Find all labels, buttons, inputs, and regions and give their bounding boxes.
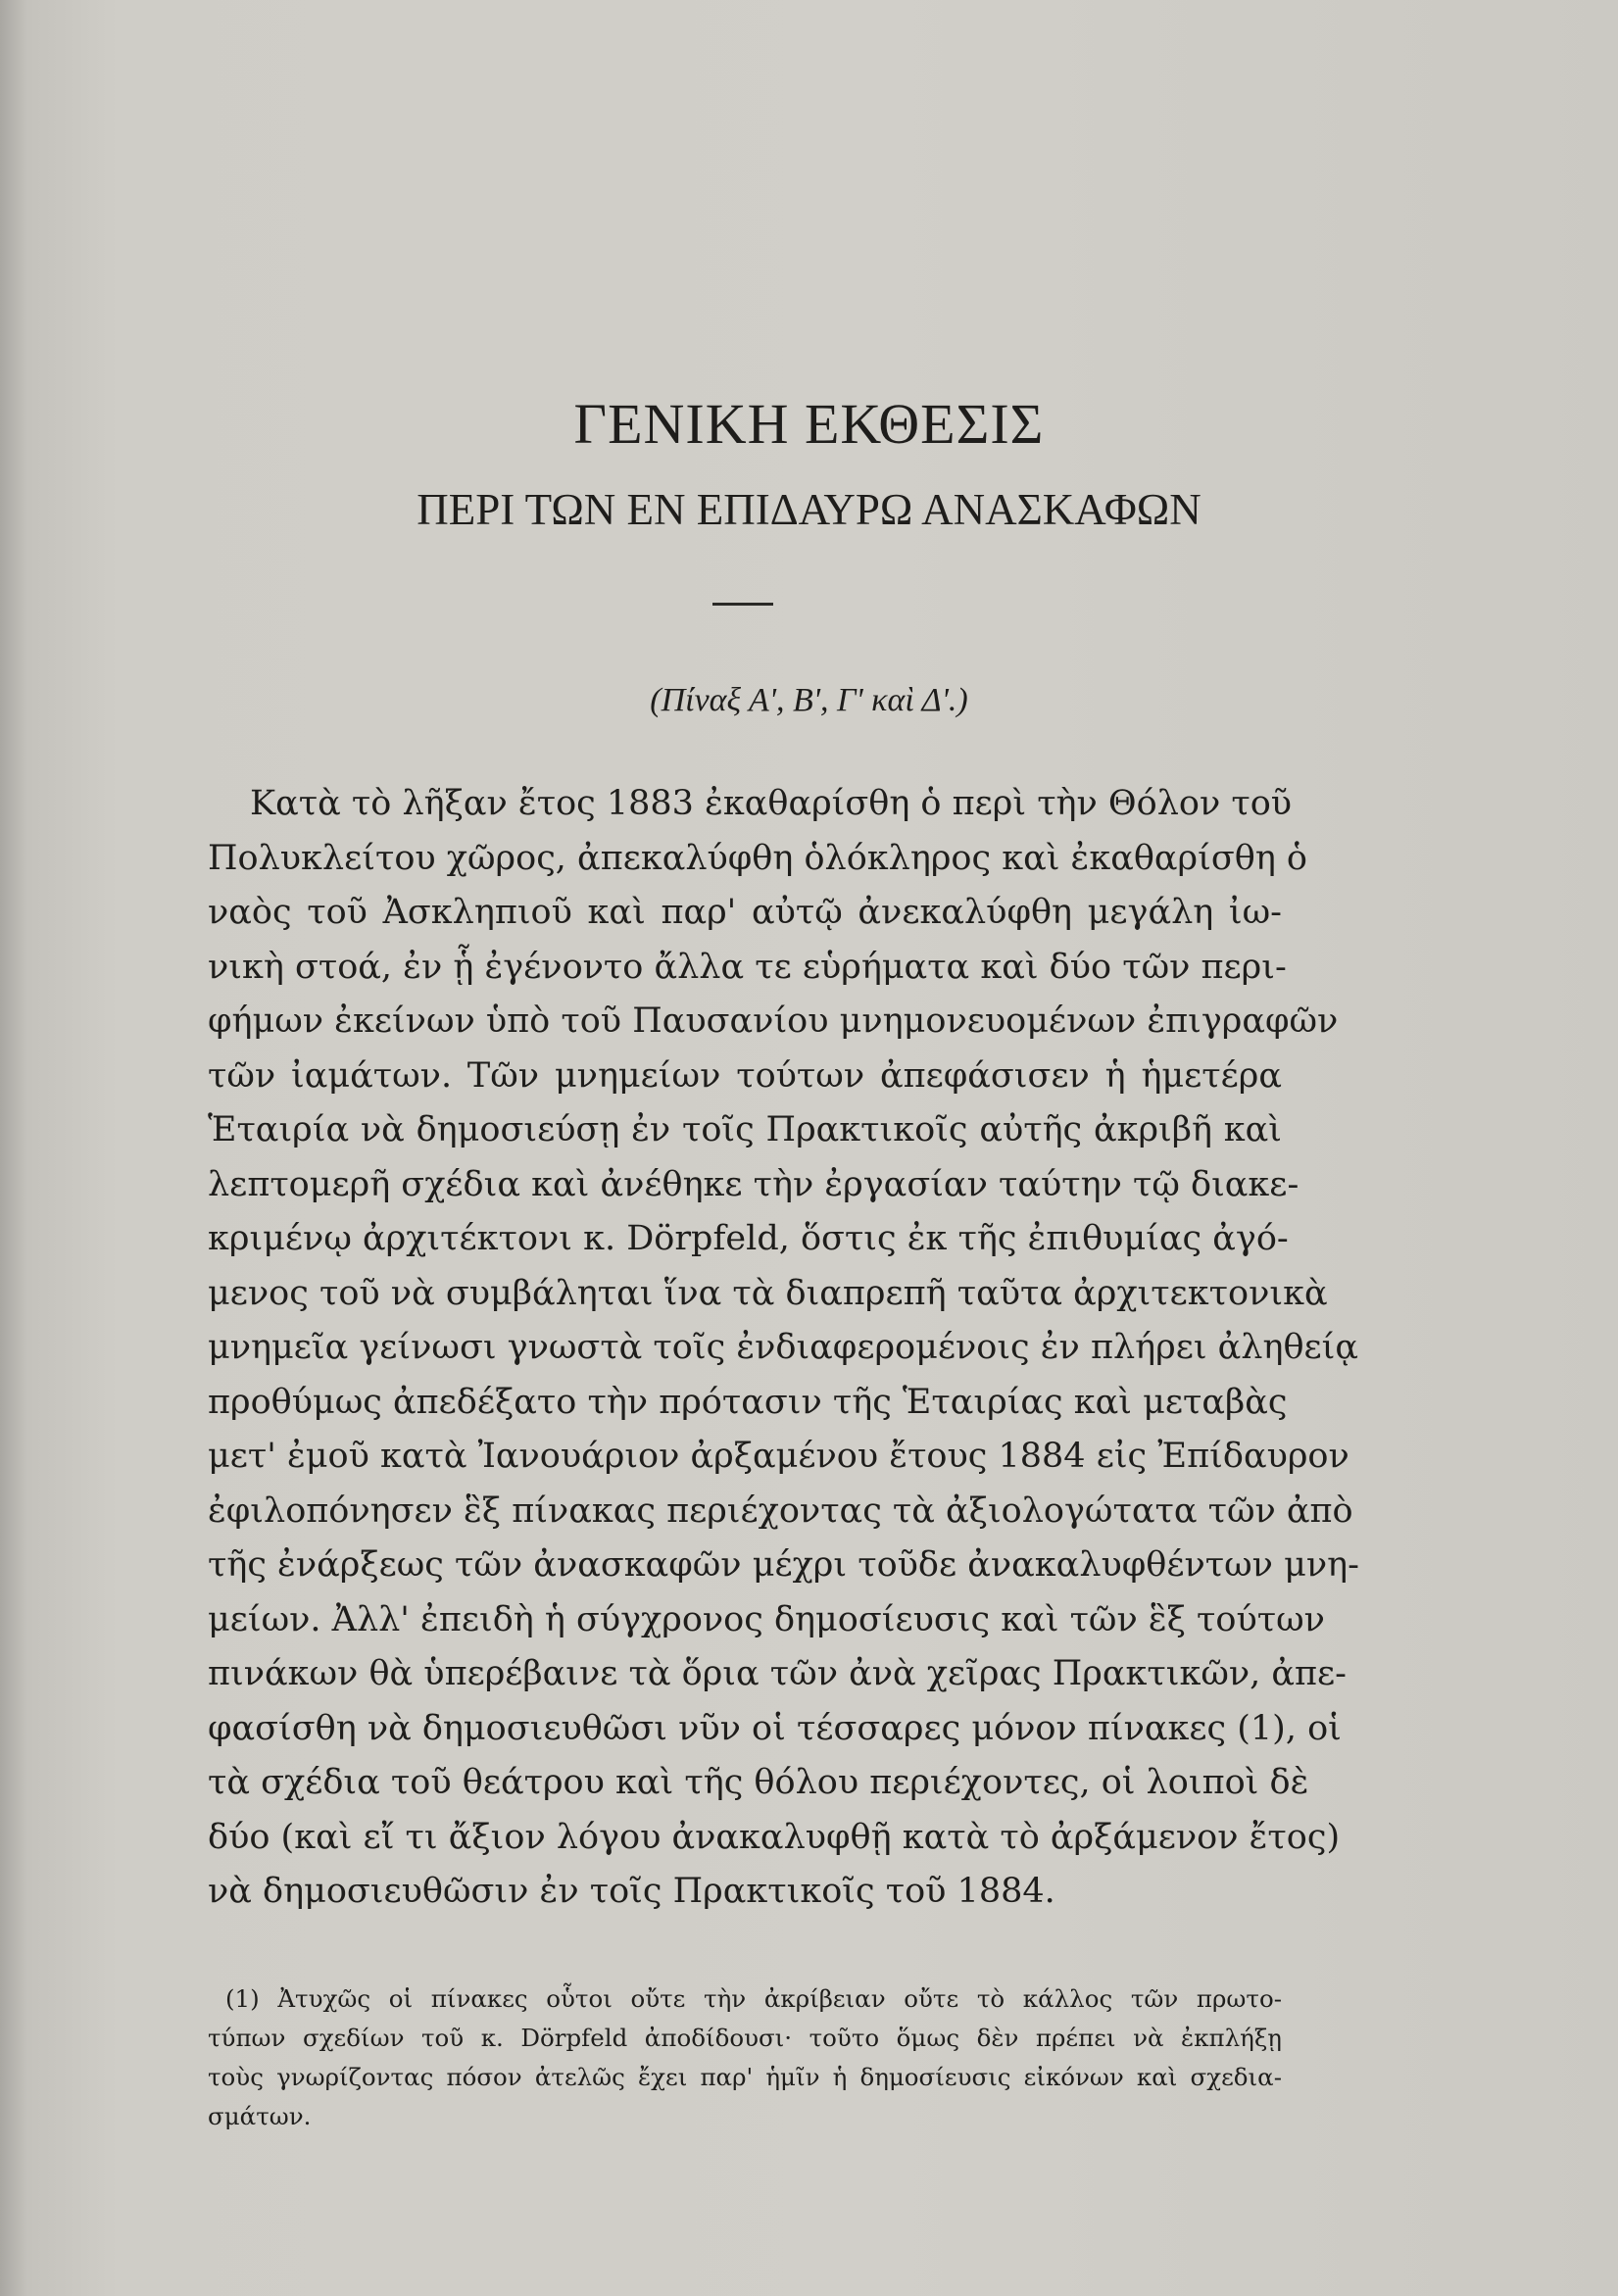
text-line: φασίσθη νὰ δημοσιευθῶσι νῦν οἱ τέσσαρες μόνον πίνακες (1), οἱ	[208, 1708, 1342, 1748]
footnote	[208, 1979, 1282, 2136]
text-line: μείων. Ἀλλ' ἐπειδὴ ἡ σύγχρονος δημοσίευσις καὶ τῶν ἓξ τούτων	[208, 1599, 1325, 1639]
text-line: προθύμως ἀπεδέξατο τὴν πρότασιν τῆς Ἑταιρίας καὶ μεταβὰς	[208, 1382, 1288, 1422]
text-line: φήμων ἐκείνων ὑπὸ τοῦ Παυσανίου μνημονευομένων ἐπιγραφῶν	[208, 1001, 1339, 1041]
text-line: δύο (καὶ εἴ τι ἄξιον λόγου ἀνακαλυφθῇ κατὰ τὸ ἀρξάμενον ἔτος)	[208, 1817, 1341, 1857]
plates-note: (Πίναξ Α', Β', Γ' καὶ Δ'.)	[650, 682, 968, 718]
body-paragraph	[208, 777, 1359, 1920]
text-line: μετ' ἐμοῦ κατὰ Ἰανουάριον ἀρξαμένου ἔτους 1884 εἰς Ἐπίδαυρον	[208, 1437, 1349, 1476]
text-line: ἐφιλοπόνησεν ἓξ πίνακας περιέχοντας τὰ ἀξιολογώτατα τῶν ἀπὸ	[208, 1490, 1353, 1531]
text-line: Πολυκλείτου χῶρος, ἀπεκαλύφθη ὁλόκληρος καὶ ἐκαθαρίσθη ὁ	[208, 838, 1307, 878]
text-line: μενος τοῦ νὰ συμβάληται ἵνα τὰ διαπρεπῆ ταῦτα ἀρχιτεκτονικὰ	[208, 1273, 1328, 1313]
text-line: τῶν ἰαμάτων. Τῶν μνημείων τούτων ἀπεφάσισεν ἡ ἡμετέρα	[208, 1055, 1282, 1096]
text-line: ναὸς τοῦ Ἀσκληπιοῦ καὶ παρ' αὐτῷ ἀνεκαλύφθη μεγάλη ἰω-	[208, 893, 1282, 932]
footnote-line: τύπων σχεδίων τοῦ κ. Dörpfeld ἀποδίδουσι· τοῦτο ὅμως δὲν πρέπει νὰ ἐκπλήξῃ	[208, 2024, 1282, 2052]
text-line: νὰ δημοσιευθῶσιν ἐν τοῖς Πρακτικοῖς τοῦ 1884.	[208, 1872, 1055, 1911]
text-line: κριμένῳ ἀρχιτέκτονι κ. Dörpfeld, ὅστις ἐκ τῆς ἐπιθυμίας ἀγό-	[208, 1219, 1289, 1258]
text-line: τῆς ἐνάρξεως τῶν ἀνασκαφῶν μέχρι τοῦδε ἀνακαλυφθέντων μνη-	[208, 1545, 1359, 1585]
text-line: Ἑταιρία νὰ δημοσιεύσῃ ἐν τοῖς Πρακτικοῖς αὐτῆς ἀκριβῆ καὶ	[208, 1110, 1282, 1149]
text-line: νικὴ στοά, ἐν ᾗ ἐγένοντο ἄλλα τε εὑρήματα καὶ δύο τῶν περι-	[208, 947, 1287, 987]
text-line: πινάκων θὰ ὑπερέβαινε τὰ ὅρια τῶν ἀνὰ χεῖρας Πρακτικῶν, ἀπε-	[208, 1654, 1348, 1693]
text-line: λεπτομερῆ σχέδια καὶ ἀνέθηκε τὴν ἐργασίαν ταύτην τῷ διακε-	[208, 1164, 1299, 1204]
text-line: Κατὰ τὸ λῆξαν ἔτος 1883 ἐκαθαρίσθη ὁ περὶ τὴν Θόλον τοῦ	[250, 784, 1293, 823]
text-line: τὰ σχέδια τοῦ θεάτρου καὶ τῆς θόλου περιέχοντες, οἱ λοιποὶ δὲ	[208, 1763, 1309, 1802]
text-line: μνημεῖα γείνωσι γνωστὰ τοῖς ἐνδιαφερομένοις ἐν πλήρει ἀληθείᾳ	[208, 1328, 1359, 1367]
page-title: ΓΕΝΙΚΗ ΕΚΘΕΣΙΣ	[573, 392, 1045, 456]
footnote-line: (1) Ἀτυχῶς οἱ πίνακες οὗτοι οὔτε τὴν ἀκρίβειαν οὔτε τὸ κάλλος τῶν πρωτο-	[225, 1984, 1282, 2013]
page-subtitle: ΠΕΡΙ ΤΩΝ ΕΝ ΕΠΙΔΑΥΡΩ ΑΝΑΣΚΑΦΩΝ	[417, 485, 1201, 534]
footnote-line: τοὺς γνωρίζοντας πόσον ἀτελῶς ἔχει παρ' ἡμῖν ἡ δημοσίευσις εἰκόνων καὶ σχεδια-	[208, 2063, 1282, 2091]
title-divider	[712, 603, 773, 606]
footnote-line: σμάτων.	[208, 2102, 312, 2130]
